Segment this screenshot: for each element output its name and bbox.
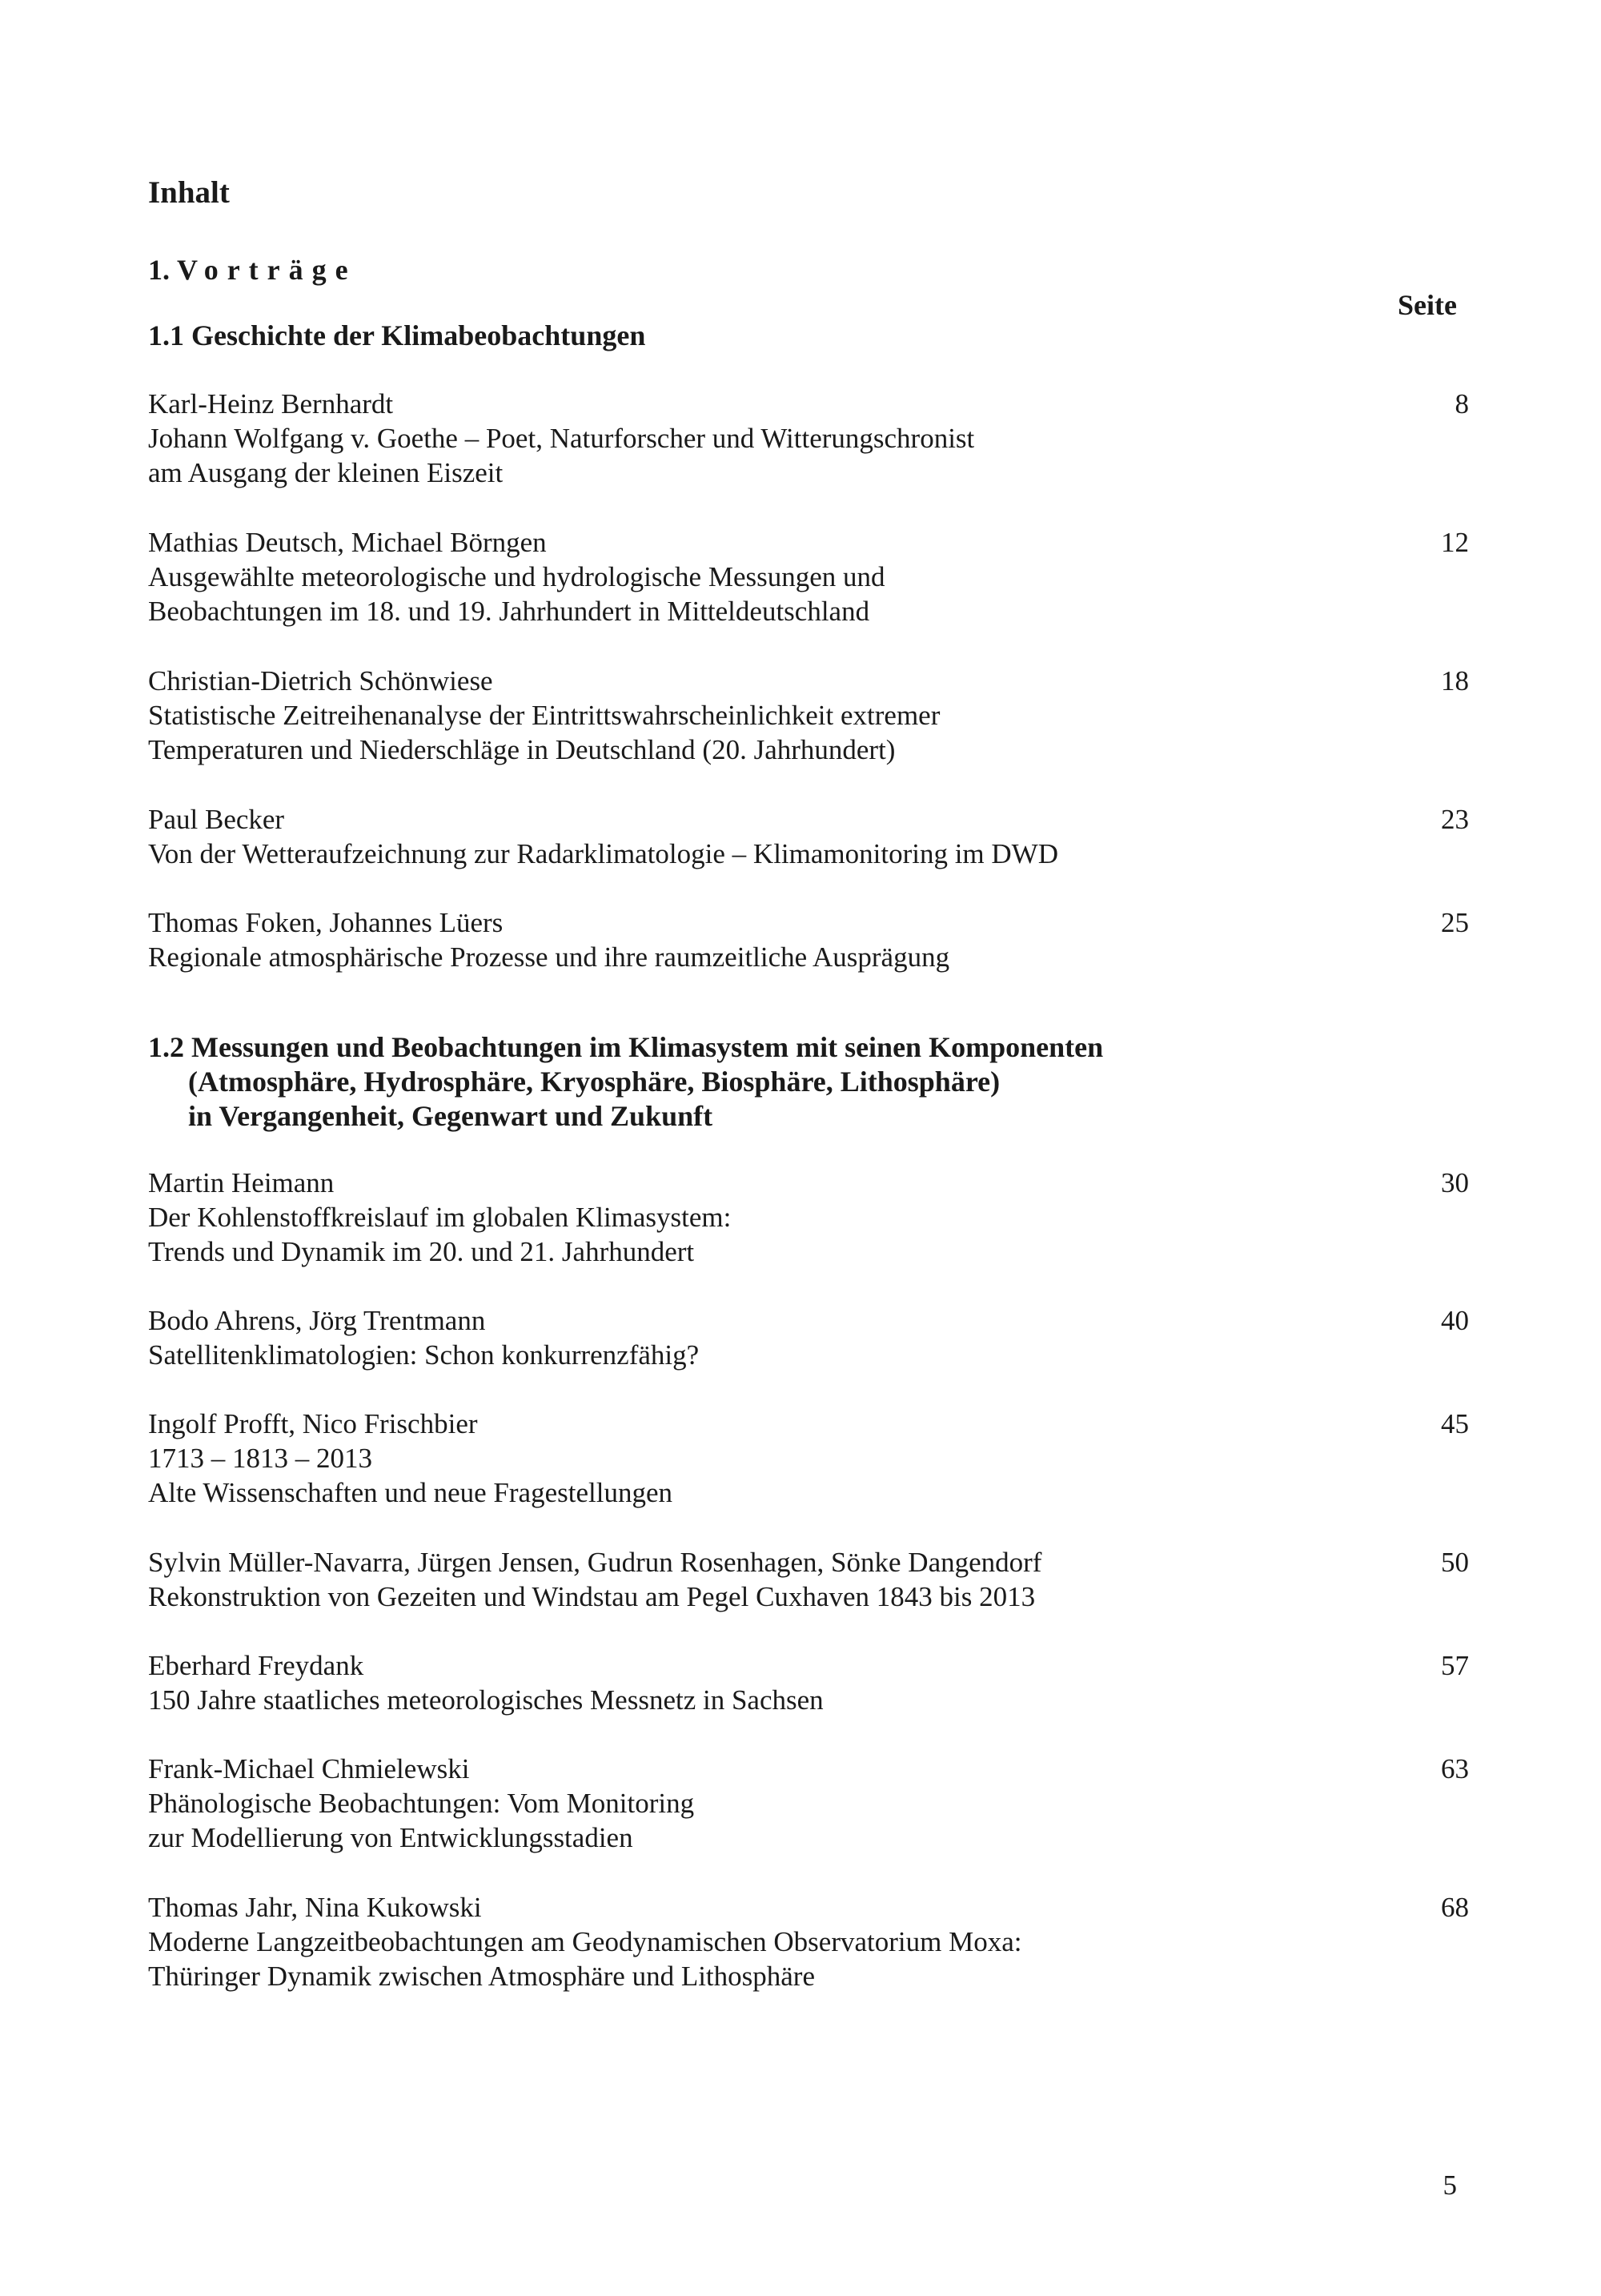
entry-authors: Thomas Jahr, Nina Kukowski <box>148 1892 482 1923</box>
entry-title-line: Beobachtungen im 18. und 19. Jahrhundert in Mitteldeutschland <box>148 596 870 627</box>
part-heading <box>148 253 357 287</box>
entry-page-number: 57 <box>1441 1650 1469 1681</box>
entry-authors: Thomas Foken, Johannes Lüers <box>148 907 504 938</box>
entry-title-line: 1713 – 1813 – 2013 <box>148 1443 372 1474</box>
entry-authors: Paul Becker <box>148 804 285 835</box>
entry-page-number: 30 <box>1441 1167 1469 1198</box>
toc-entry <box>148 1648 1469 1717</box>
page-title: Inhalt <box>148 175 230 210</box>
section-heading-line: in Vergangenheit, Gegenwart und Zukunft <box>188 1100 713 1132</box>
toc-entry <box>148 1752 1469 1855</box>
entry-authors: Martin Heimann <box>148 1167 335 1198</box>
entry-title-line: zur Modellierung von Entwicklungsstadien <box>148 1822 633 1853</box>
entry-authors: Bodo Ahrens, Jörg Trentmann <box>148 1305 486 1336</box>
entry-title-line: Alte Wissenschaften und neue Fragestellungen <box>148 1477 672 1508</box>
entry-title-line: Phänologische Beobachtungen: Vom Monitoring <box>148 1788 695 1819</box>
section-heading-line: 1.1 Geschichte der Klimabeobachtungen <box>148 319 646 351</box>
section-heading-line: 1.2 Messungen und Beobachtungen im Klimasystem mit seinen Komponenten <box>148 1031 1104 1063</box>
entry-authors: Karl-Heinz Bernhardt <box>148 388 394 419</box>
entry-title-line: Regionale atmosphärische Prozesse und ihre raumzeitliche Ausprägung <box>148 941 950 973</box>
entry-page-number: 23 <box>1441 804 1469 835</box>
toc-entry <box>148 664 1469 767</box>
entry-page-number: 45 <box>1441 1408 1469 1439</box>
page-column-label: Seite <box>1398 289 1457 321</box>
section-heading <box>148 1030 1103 1134</box>
part-number: 1. <box>148 254 170 286</box>
entry-authors: Christian-Dietrich Schönwiese <box>148 665 493 696</box>
entry-title-line: Von der Wetteraufzeichnung zur Radarklimatologie – Klimamonitoring im DWD <box>148 838 1058 869</box>
section-heading-line: (Atmosphäre, Hydrosphäre, Kryosphäre, Biosphäre, Lithosphäre) <box>188 1066 1001 1098</box>
entry-title-line: Johann Wolfgang v. Goethe – Poet, Naturforscher und Witterungschronist <box>148 423 975 454</box>
toc-entry <box>148 1303 1469 1372</box>
toc-entry <box>148 802 1469 871</box>
entry-title-line: Ausgewählte meteorologische und hydrologische Messungen und <box>148 561 885 592</box>
entry-page-number: 40 <box>1441 1305 1469 1336</box>
entry-authors: Sylvin Müller-Navarra, Jürgen Jensen, Gudrun Rosenhagen, Sönke Dangendorf <box>148 1547 1042 1578</box>
entry-title-line: Statistische Zeitreihenanalyse der Eintrittswahrscheinlichkeit extremer <box>148 700 941 731</box>
entry-authors: Eberhard Freydank <box>148 1650 364 1681</box>
entry-title-line: Thüringer Dynamik zwischen Atmosphäre und Lithosphäre <box>148 1961 815 1992</box>
entry-title-line: Satellitenklimatologien: Schon konkurrenzfähig? <box>148 1339 700 1371</box>
entry-title-line: Der Kohlenstoffkreislauf im globalen Klimasystem: <box>148 1202 732 1233</box>
toc-entry <box>148 905 1469 974</box>
toc-entry <box>148 1407 1469 1510</box>
part-label: Vorträge <box>177 254 357 286</box>
section-heading <box>148 319 645 353</box>
entry-title-line: Moderne Langzeitbeobachtungen am Geodynamischen Observatorium Moxa: <box>148 1926 1022 1957</box>
entry-page-number: 63 <box>1441 1753 1469 1784</box>
entry-title-line: Temperaturen und Niederschläge in Deutschland (20. Jahrhundert) <box>148 734 896 765</box>
entry-page-number: 25 <box>1441 907 1469 938</box>
entry-title-line: Trends und Dynamik im 20. und 21. Jahrhundert <box>148 1236 695 1267</box>
entry-authors: Ingolf Profft, Nico Frischbier <box>148 1408 478 1439</box>
entry-page-number: 68 <box>1441 1892 1469 1923</box>
toc-entry <box>148 387 1469 490</box>
page-number: 5 <box>1443 2170 1457 2201</box>
toc-entry <box>148 1166 1469 1269</box>
toc-entry <box>148 1545 1469 1614</box>
entry-page-number: 18 <box>1441 665 1469 696</box>
entry-page-number: 8 <box>1455 388 1469 419</box>
toc-entry <box>148 1890 1469 1993</box>
entry-title-line: am Ausgang der kleinen Eiszeit <box>148 457 504 488</box>
entry-page-number: 12 <box>1441 527 1469 558</box>
entry-title-line: 150 Jahre staatliches meteorologisches Messnetz in Sachsen <box>148 1684 824 1716</box>
entry-authors: Frank-Michael Chmielewski <box>148 1753 470 1784</box>
toc-entry <box>148 525 1469 628</box>
entry-title-line: Rekonstruktion von Gezeiten und Windstau am Pegel Cuxhaven 1843 bis 2013 <box>148 1581 1036 1612</box>
entry-page-number: 50 <box>1441 1547 1469 1578</box>
entry-authors: Mathias Deutsch, Michael Börngen <box>148 527 547 558</box>
